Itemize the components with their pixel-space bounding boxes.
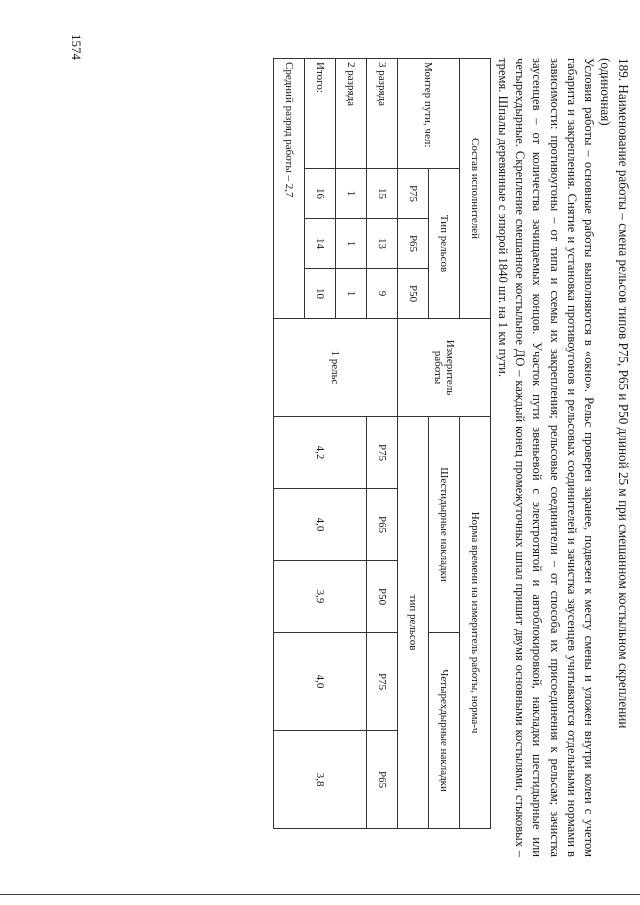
work-title xyxy=(597,58,632,857)
row-value: 1 xyxy=(335,169,366,219)
rotated-document xyxy=(90,50,640,865)
scan-bottom-edge xyxy=(0,894,640,895)
norm-rail-type-p75-six: Р75 xyxy=(366,417,397,489)
crew-header: Состав исполнителей xyxy=(459,59,490,319)
row-value: 1 xyxy=(335,269,366,319)
norm-rail-type-header: тип рельсов xyxy=(397,417,428,829)
average-grade: Средний разряд работы – 2,7 xyxy=(273,59,304,319)
row-label: 2 разряда xyxy=(335,59,366,169)
row-value: 1 xyxy=(335,219,366,269)
measure-value: 1 рельс xyxy=(273,319,397,417)
header-row-1 xyxy=(459,59,490,829)
crew-rail-type-p75: Р75 xyxy=(397,169,428,219)
header-row-3 xyxy=(397,59,428,829)
norm-rail-type-p65-four: Р65 xyxy=(366,731,397,829)
row-value: 14 xyxy=(304,219,335,269)
work-conditions: Условия работы – основные работы выполняются в «окно». Рельс проверен заранее, подвезен к месту смены и уложен внутри колеи с учетом габарита и закрепления. Снятие и установка противоугонов и рельсовых соединителей и зачистка заусенцев учитываются отдельными нормами в зависимости: противоугоны – от типа и схемы их закрепления; рельсовые соединители – от способа их присоединения к рельсам; зачистка заусенцев – от количества зачищаемых концов. Участок пути звеньевой с электротягой и автоблокировкой, накладки шестидырные или четырехдырные. Скрепление смешанное костыльное ДО – каждый конец промежуточных шпал пришит двумя основными костылями, стыковых – тремя. Шпалы деревянные с эпюрой 1840 шт. на 1 км пути. xyxy=(495,58,596,857)
norm-value: 4,2 xyxy=(273,417,366,489)
norm-value: 3,8 xyxy=(273,731,366,829)
work-title-line2: (одиночная) xyxy=(598,58,614,126)
page-number-text: 1574 xyxy=(69,34,84,60)
row-value: 15 xyxy=(366,169,397,219)
row-label: Итого: xyxy=(304,59,335,169)
worker-label: Монтер пути, чел: xyxy=(397,59,459,169)
norm-rail-type-p65-six: Р65 xyxy=(366,489,397,561)
norm-header: Норма времени на измеритель работы, норма-ч xyxy=(459,417,490,829)
page-number xyxy=(66,32,86,62)
rail-type-header: Тип рельсов xyxy=(428,169,459,319)
table-row xyxy=(366,59,397,829)
document-content xyxy=(273,50,640,865)
norm-value: 3,9 xyxy=(273,561,366,633)
norm-value: 4,0 xyxy=(273,633,366,731)
six-hole-header: Шестидырные накладки xyxy=(428,417,459,633)
row-value: 16 xyxy=(304,169,335,219)
crew-rail-type-p50: Р50 xyxy=(397,269,428,319)
crew-rail-type-p65: Р65 xyxy=(397,219,428,269)
row-value: 10 xyxy=(304,269,335,319)
header-row-2 xyxy=(428,59,459,829)
row-label: 3 разряда xyxy=(366,59,397,169)
measure-header: Измеритель работы xyxy=(397,319,490,417)
norm-value: 4,0 xyxy=(273,489,366,561)
row-value: 13 xyxy=(366,219,397,269)
norm-rail-type-p75-four: Р75 xyxy=(366,633,397,731)
norm-rail-type-p50-six: Р50 xyxy=(366,561,397,633)
norms-table xyxy=(273,58,491,829)
four-hole-header: Четырехдырные накладки xyxy=(428,633,459,829)
table-row xyxy=(335,59,366,829)
work-title-line1: 189. Наименование работы – смена рельсов типов Р75, Р65 и Р50 длиной 25 м при смешанном костыльном скреплении xyxy=(616,58,631,729)
row-value: 9 xyxy=(366,269,397,319)
